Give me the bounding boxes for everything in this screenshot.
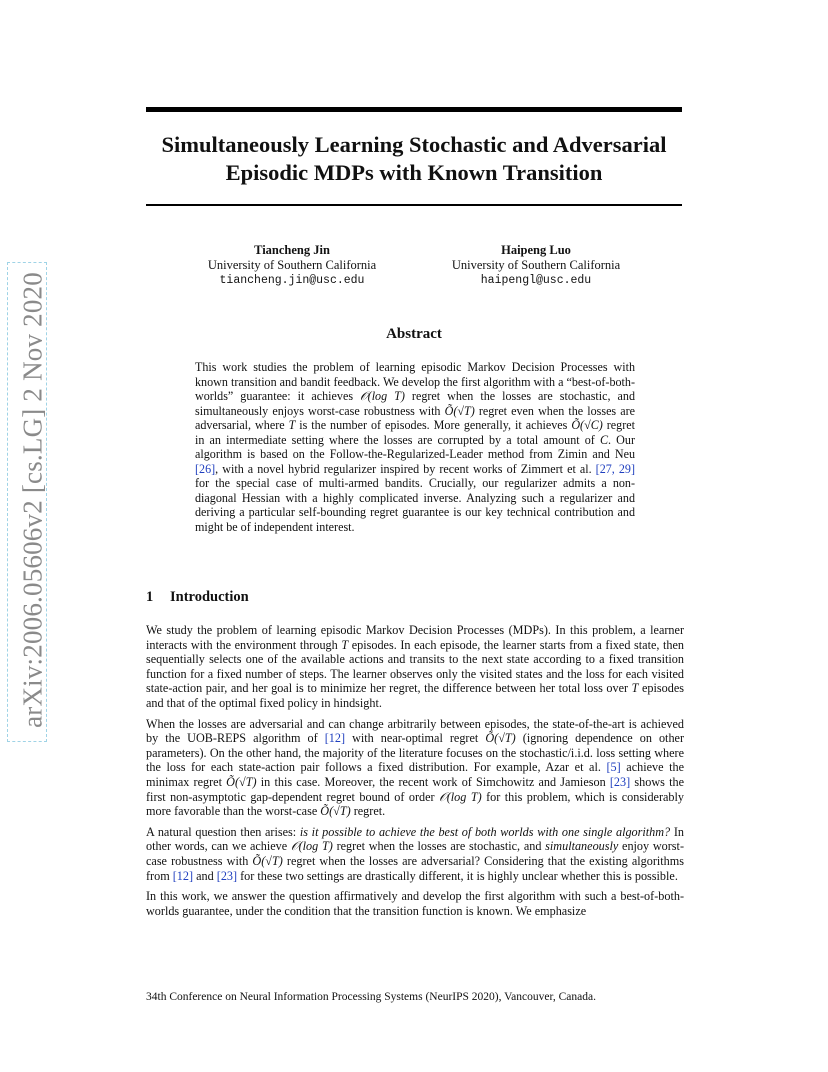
math-inline: Õ(√T) [444,403,475,418]
title-line-2: Episodic MDPs with Known Transition [225,160,603,185]
section-heading [146,589,249,606]
title-rule-bottom [146,204,682,206]
abstract-text: This work studies the problem of learning episodic Markov Decision Processes with known transition and bandit feedback. We develop the first algorithm with a “best-of-both-worlds” guarantee: it achieves 𝒪(log T) regret when the losses are stochastic, and simultaneously enjoys worst-case robustness with Õ(√T) regret even when the losses are adversarial, where T is the number of episodes. More generally, it achieves Õ(√C) regret in an intermediate setting where the losses are corrupted by a total amount of C. Our algorithm is based on the Follow-the-Regularized-Leader method from Zimin and Neu [26], with a novel hybrid regularizer inspired by recent works of Zimmert et al. [27, 29] for the special case of multi-armed bandits. Crucially, our regularizer admits a non-diagonal Hessian with a highly complicated inverse. Analyzing such a regularizer and deriving a particular self-bounding regret guarantee is our key technical contribution and might be of independent interest. [195,360,636,534]
author-block-1 [172,243,412,288]
math-inline: 𝒪(log T) [360,389,405,403]
paragraph: In this work, we answer the question affirmatively and develop the first algorithm with such a best-of-both-worlds guarantee, under the condition that the transition function is known. We emphasize [146,889,684,918]
author-email[interactable]: tiancheng.jin@usc.edu [219,274,365,287]
math-inline: T [341,637,349,652]
math-inline: 𝒪(log T) [290,839,333,854]
emphasis: simultaneously [545,839,619,854]
citation-link[interactable]: [23] [609,774,631,789]
citation-link[interactable]: [26] [195,461,216,476]
citation-link[interactable]: [12] [324,731,346,746]
emphasis: is it possible to achieve the best of both worlds with one single algorithm? [299,824,671,839]
math-inline: C [599,432,609,447]
title-rule-top [146,107,682,112]
paragraph: When the losses are adversarial and can change arbitrarily between episodes, the state-of-the-art is achieved by the UOB-REPS algorithm of [12] with near-optimal regret Õ(√T) (ignoring dependence on other parameters). On the other hand, the majority of the literature focuses on the stochastic/i.i.d. loss setting where the loss for each state-action pair follows a fixed distribution. For example, Azar et al. [5] achieve the minimax regret Õ(√T) in this case. Moreover, the recent work of Simchowitz and Jamieson [23] shows the first non-asymptotic gap-dependent regret bound of order 𝒪(log T) for this problem, which is considerably more favorable than the worst-case Õ(√T) regret. [146,716,685,819]
author-email[interactable]: haipengl@usc.edu [480,274,592,287]
introduction-body [146,623,684,924]
math-inline: Õ(√T) [320,804,351,819]
author-affiliation: University of Southern California [451,258,621,272]
citation-link[interactable]: [27, 29] [595,461,635,476]
math-inline: Õ(√T) [252,853,283,868]
math-inline: 𝒪(log T) [439,789,482,804]
math-inline: Õ(√C) [571,418,603,432]
arxiv-identifier: arXiv:2006.05606v2 [cs.LG] 2 Nov 2020 [17,272,48,728]
citation-link[interactable]: [5] [606,760,621,775]
paper-title [146,131,682,187]
title-line-1: Simultaneously Learning Stochastic and Adversarial [161,132,667,157]
math-inline: Õ(√T) [485,731,516,746]
math-inline: T [631,681,639,696]
section-number: 1 [146,589,154,605]
paragraph: A natural question then arises: is it possible to achieve the best of both worlds with one single algorithm? In other words, can we achieve 𝒪(log T) regret when the losses are stochastic, and simultaneously enjoy worst-case robustness with Õ(√T) regret when the losses are adversarial? Considering that the existing algorithms from [12] and [23] for these two settings are drastically different, it is highly unclear whether this is possible. [146,824,685,883]
math-inline: T [288,418,296,432]
paragraph: We study the problem of learning episodic Markov Decision Processes (MDPs). In this problem, a learner interacts with the environment through T episodes. In each episode, the learner starts from a fixed state, then sequentially selects one of the available actions and transits to the next state according to a fixed transition function for a fixed number of steps. The learner observes only the visited states and the loss for each visited state-action pair, and her goal is to minimize her regret, the difference between her total loss over T episodes and that of the optimal fixed policy in hindsight. [146,623,684,710]
citation-link[interactable]: [23] [216,868,238,883]
author-block-2 [416,243,656,288]
conference-footer: 34th Conference on Neural Information Processing Systems (NeurIPS 2020), Vancouver, Canada. [146,991,596,1003]
abstract-heading: Abstract [386,326,442,342]
author-affiliation: University of Southern California [207,258,377,272]
citation-link[interactable]: [12] [172,868,194,883]
author-name: Haipeng Luo [501,243,571,257]
author-name: Tiancheng Jin [254,243,330,257]
math-inline: Õ(√T) [226,774,257,789]
section-title: Introduction [170,589,249,605]
